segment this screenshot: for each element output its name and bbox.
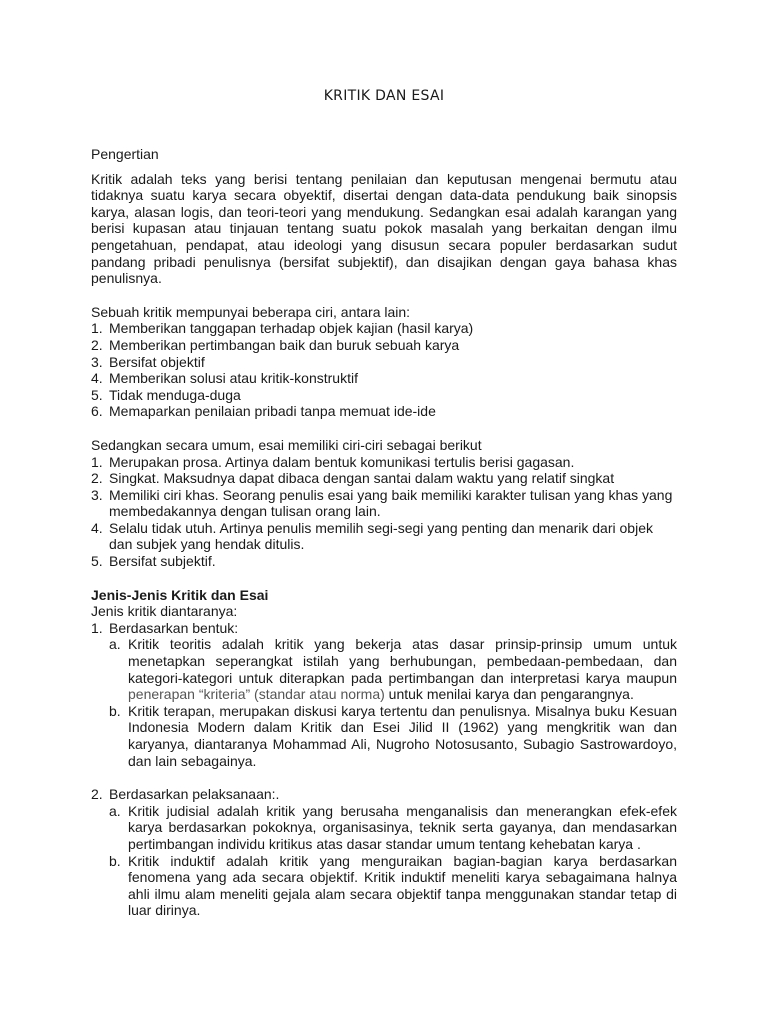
pengertian-paragraph: Kritik adalah teks yang berisi tentang penilaian dan keputusan mengenai bermutu atau tidaknya suatu karya secara obyektif, disertai dengan data-data pendukung baik sinopsis karya, alasan logis, dan teori-teori yang mendukung. Sedangkan esai adalah karangan yang berisi kupasan atau tinjauan tentang suatu pokok masalah yang berkaitan dengan ilmu pengetahuan, pendapat, atau ideologi yang disusun secara populer berdasarkan sudut pandang pribadi penulisnya (bersifat subjektif), dan disajikan dengan gaya bahasa khas penulisnya.	[91, 170, 677, 287]
list-item: 1. Memberikan tanggapan terhadap objek kajian (hasil karya)	[91, 320, 474, 337]
esai-ciri-list	[91, 454, 677, 570]
group-berdasarkan-bentuk: 1. Berdasarkan bentuk:	[91, 619, 239, 636]
list-item: 3. Memiliki ciri khas. Seorang penulis esai yang baik memiliki karakter tulisan yang khas yang membedakannya dengan tulisan orang lain.	[91, 486, 673, 520]
list-item: b. Kritik induktif adalah kritik yang menguraikan bagian-bagian karya berdasarkan fenomena yang ada secara objektif. Kritik induktif meneliti karya sebagaimana halnya ahli ilmu alam meneliti gejala alam secara objektif tanpa menggunakan standar tetap di luar dirinya.	[109, 852, 677, 919]
pelaksanaan-sublist	[109, 803, 677, 919]
document-title: KRITIK DAN ESAI	[323, 88, 445, 104]
document-page	[91, 88, 677, 919]
list-item: 5. Tidak menduga-duga	[91, 386, 241, 403]
list-item: 4. Selalu tidak utuh. Artinya penulis memilih segi-segi yang penting dan menarik dari objek dan subjek yang hendak ditulis.	[91, 519, 653, 553]
list-item: b. Kritik terapan, merupakan diskusi karya tertentu dan penulisnya. Misalnya buku Kesuan Indonesia Modern dalam Kritik dan Esei Jilid II (1962) yang mengkritik wan dan karyanya, diantaranya Mohammad Ali, Nugroho Notosusanto, Subagio Sastrowardoyo, dan lain sebagainya.	[109, 702, 677, 769]
jenis-intro: Jenis kritik diantaranya:	[91, 603, 238, 620]
bentuk-sublist	[109, 636, 677, 769]
list-item: a. Kritik teoritis adalah kritik yang bekerja atas dasar prinsip-prinsip umum untuk menetapkan seperangkat istilah yang berhubungan, pembedaan-pembedaan, dan kategori-kategori untuk diterapkan pada pertimbangan dan interpretasi karya maupun penerapan “kriteria” (standar atau norma) untuk menilai karya dan pengarangnya.	[109, 636, 677, 703]
jenis-heading: Jenis-Jenis Kritik dan Esai	[91, 586, 269, 603]
kritik-ciri-intro: Sebuah kritik mempunyai beberapa ciri, antara lain:	[91, 303, 411, 320]
list-item: 5. Bersifat subjektif.	[91, 553, 216, 570]
list-item: 2. Memberikan pertimbangan baik dan buruk sebuah karya	[91, 336, 460, 353]
list-item: 1. Merupakan prosa. Artinya dalam bentuk komunikasi tertulis berisi gagasan.	[91, 453, 575, 470]
list-item: 6. Memaparkan penilaian pribadi tanpa memuat ide-ide	[91, 403, 436, 420]
kritik-ciri-list	[91, 320, 677, 420]
list-item: a. Kritik judisial adalah kritik yang berusaha menganalisis dan menerangkan efek-efek karya berdasarkan pokoknya, organisasinya, teknik serta gayanya, dan mendasarkan pertimbangan individu kritikus atas dasar standar umum tentang kehebatan karya .	[109, 802, 677, 852]
section-heading-pengertian: Pengertian	[91, 146, 159, 162]
list-item: 4. Memberikan solusi atau kritik-konstruktif	[91, 370, 358, 387]
group-berdasarkan-pelaksanaan: 2. Berdasarkan pelaksanaan:.	[91, 786, 280, 803]
list-item: 3. Bersifat objektif	[91, 353, 205, 370]
list-item: 2. Singkat. Maksudnya dapat dibaca dengan santai dalam waktu yang relatif singkat	[91, 470, 615, 487]
esai-ciri-intro: Sedangkan secara umum, esai memiliki ciri-ciri sebagai berikut	[91, 436, 482, 453]
